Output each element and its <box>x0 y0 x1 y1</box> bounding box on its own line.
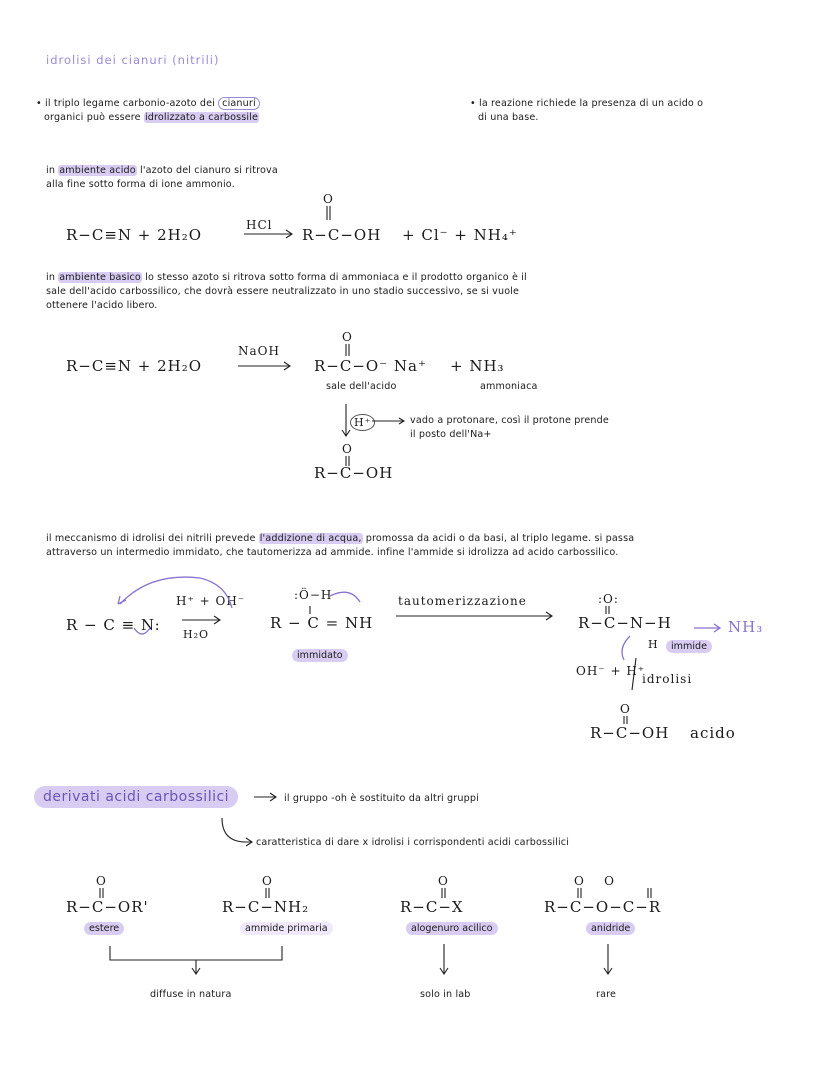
group3-arrow <box>604 944 612 974</box>
imidate-label: immidato <box>292 649 348 662</box>
group1-bracket <box>110 946 282 974</box>
base-double-bond <box>346 344 349 356</box>
amide-label: immide <box>666 640 712 653</box>
salt-label: sale dell'acido <box>326 381 397 392</box>
acid-double-bond <box>327 206 330 220</box>
derivatives-heading: derivati acidi carbossilici <box>34 786 238 808</box>
tautomer-label: tautomerizzazione <box>398 594 527 608</box>
group2-note: solo in lab <box>420 989 471 1000</box>
ester-label: estere <box>84 922 124 935</box>
page-title: idrolisi dei cianuri (nitrili) <box>46 53 220 67</box>
amide-primary-formula: R−C−NH₂ <box>222 898 310 916</box>
acid-arrow <box>244 230 292 238</box>
base-catalyst: NaOH <box>238 344 280 358</box>
hydrolysis-label: idrolisi <box>642 672 693 686</box>
base-acid-double-bond <box>346 456 349 466</box>
acid-equation-rest: + Cl⁻ + NH₄⁺ <box>402 226 518 244</box>
imidate-arrow <box>330 592 360 602</box>
group2-arrow <box>440 944 448 974</box>
amide-primary-double-bond <box>266 888 269 898</box>
imidate-top: :Ö−H <box>294 588 333 602</box>
base-text-c: lo stesso azoto si ritrova sotto forma di ammoniaca e il prodotto organico è il <box>141 272 527 283</box>
ester-formula: R−C−OR' <box>66 898 149 916</box>
acid-text-line2: alla fine sotto forma di ione ammonio. <box>46 179 235 190</box>
mech-arrow1 <box>182 616 220 624</box>
final-acid-label: acido <box>690 724 736 742</box>
base-carbonyl-o: O <box>342 330 353 344</box>
hydrolysis-bracket <box>632 658 636 690</box>
final-o: O <box>620 702 631 716</box>
anhydride-o: O O <box>574 874 615 888</box>
group3-note: rare <box>596 989 617 1000</box>
mech-text-a: il meccanismo di idrolisi dei nitrili prevede <box>46 533 259 544</box>
proton-circled: H⁺ <box>350 414 375 431</box>
imidate-formula: R − C = NH <box>270 614 374 632</box>
base-equation-left: R−C≡N + 2H₂O <box>66 357 203 375</box>
acyl-halide-label: alogenuro acilico <box>406 922 498 935</box>
amide-formula: R−C−N−H <box>578 614 672 632</box>
mech-text-c: promossa da acidi o da basi, al triplo legame. si passa <box>362 533 635 544</box>
nh3-arrow <box>694 624 720 632</box>
intro-text-a: • il triplo legame carbonio-azoto dei <box>36 98 219 109</box>
ester-o: O <box>96 874 107 888</box>
hydrolysis-reagents: OH⁻ + H⁺ <box>576 664 646 678</box>
amide-primary-o: O <box>262 874 273 888</box>
acid-equation-product: R−C−OH <box>302 226 382 244</box>
protonation-arrow <box>342 404 350 436</box>
tautomer-arrow <box>396 612 552 620</box>
acid-carbonyl-o: O <box>323 192 334 206</box>
proton-note-arrow <box>372 418 404 424</box>
base-text-line2: sale dell'acido carbossilico, che dovrà essere neutralizzato in uno stadio successivo, se si vuole <box>46 286 520 297</box>
acyl-halide-double-bond <box>442 888 445 898</box>
derivatives-arrow1 <box>254 793 276 801</box>
base-text-a: in <box>46 272 59 283</box>
nitrile-formula: R − C ≡ N: <box>66 616 161 634</box>
mech-reagents-bottom: H₂O <box>183 628 210 641</box>
final-double-bond <box>624 716 627 724</box>
final-acid-formula: R−C−OH <box>590 724 670 742</box>
amide-h: H <box>648 638 659 651</box>
base-acid-o: O <box>342 442 353 456</box>
derivatives-note2: caratteristica di dare x idrolisi i corrispondenti acidi carbossilici <box>256 837 570 848</box>
base-acid-product: R−C−OH <box>314 464 394 482</box>
amide-curved-arrow <box>622 636 630 660</box>
ester-double-bond <box>100 888 103 898</box>
base-equation-rest: + NH₃ <box>450 357 505 375</box>
anhydride-label: anidride <box>586 922 635 935</box>
mech-highlight: l'addizione di acqua, <box>259 533 362 544</box>
base-arrow <box>238 362 290 370</box>
base-highlight: ambiente basico <box>59 272 141 283</box>
intro-highlight: idrolizzato a carbossile <box>144 112 259 123</box>
acyl-halide-o: O <box>438 874 449 888</box>
proton-note-line2: il posto dell'Na+ <box>410 429 492 440</box>
acyl-halide-formula: R−C−X <box>400 898 464 916</box>
amide-o: :O: <box>598 592 619 606</box>
anhydride-double-bonds <box>578 888 651 898</box>
acid-text-c: l'azoto del cianuro si ritrova <box>136 165 278 176</box>
intro-right-line1: • la reazione richiede la presenza di un acido o <box>470 98 704 109</box>
intro-right-line2: di una base. <box>478 112 539 123</box>
nh3-product: NH₃ <box>728 618 764 636</box>
acid-text-a: in <box>46 165 59 176</box>
acid-highlight: ambiente acido <box>59 165 136 176</box>
derivatives-note1: il gruppo -oh è sostituito da altri gruppi <box>284 793 479 804</box>
amide-primary-label: ammide primaria <box>240 922 333 935</box>
ammonia-label: ammoniaca <box>480 381 538 392</box>
cianuri-circled: cianuri <box>218 97 260 110</box>
base-equation-product: R−C−O⁻ Na⁺ <box>314 357 427 375</box>
anhydride-formula: R−C−O−C−R <box>544 898 662 916</box>
mech-small-arrow <box>134 628 150 634</box>
mech-curved-arrow <box>120 577 232 608</box>
mech-reagents-top: H⁺ + OH⁻ <box>176 594 246 608</box>
acid-catalyst: HCl <box>246 218 273 232</box>
base-text-line3: ottenere l'acido libero. <box>46 300 158 311</box>
mech-text-line2: attraverso un intermedio immidato, che tautomerizza ad ammide. infine l'ammide si idrolizza ad acido carbossilico. <box>46 547 619 558</box>
acid-equation-left: R−C≡N + 2H₂O <box>66 226 203 244</box>
intro-text-c: organici può essere <box>44 112 144 123</box>
group1-note: diffuse in natura <box>150 989 232 1000</box>
derivatives-arrow2 <box>222 818 252 846</box>
amide-double-bond <box>606 606 609 614</box>
proton-note-line1: vado a protonare, così il protone prende <box>410 415 609 426</box>
